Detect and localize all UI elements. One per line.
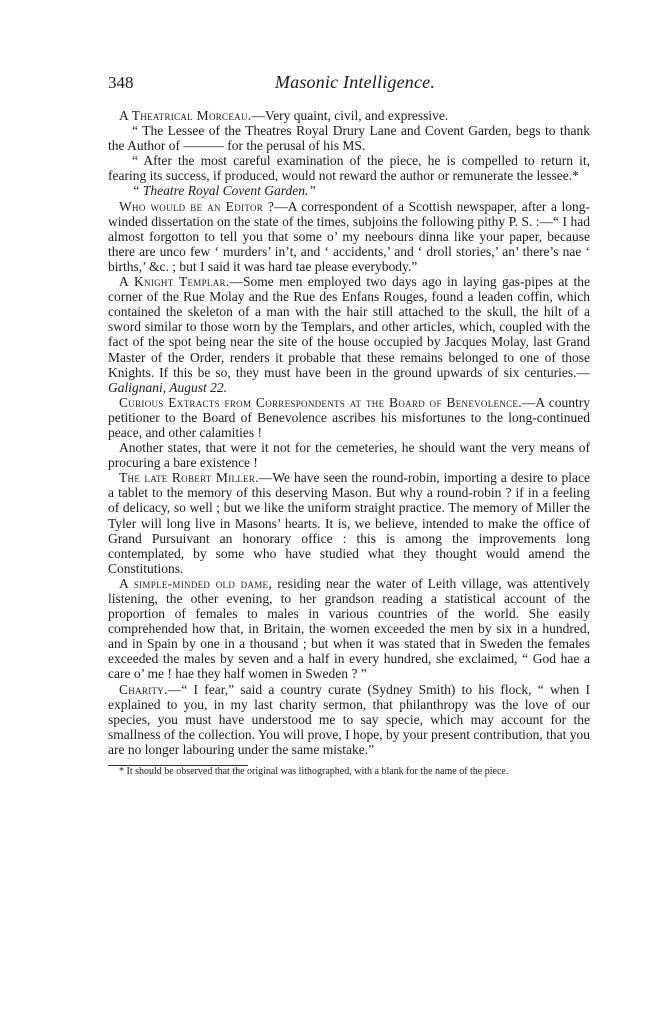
article-text: —Some men employed two days ago in laying gas-pipes at the corner of the Rue Molay and the Rue des Enfans Rouges, found a leaden coffin, which contained the skeleton of a man with the hair still attached to the skull, the hilt of a sword similar to those worn by the Templars, and other articles, which, coupled with the fact of the spot being near the site of the house occupied by Jacques Molay, last Grand Master of the Order, renders it probable that these remains belonged to one of those Knights. If this be so, they must have been in the ground upwards of six centuries.—	[108, 274, 590, 380]
article-text: —A correspondent of a Scottish newspaper, after a long-winded dissertation on the state of the times, subjoins the following pithy P. S. :—“ I had almost forgotton to tell you that some o’ my neebours dinna like your paper, because there are unco few ‘ murders’ in’t, and ‘ accidents,’ and ‘ droll stories,’ an’ there’s nae ‘ births,’ &c. ; but I said it was hard tae please everybody.”	[108, 198, 590, 274]
article-text: —We have seen the round-robin, importing a desire to place a tablet to the memory of this deserving Mason. But why a round-robin ? if in a feeling of delicacy, so well ; but we like the uniform straight practice. The memory of Miller the Tyler will long live in Masons’ hearts. It is, we believe, intended to make the office of Grand Pursuivant an honorary office : this is among the improvements long contemplated, by some who have studied what they thought would amend the Constitutions.	[108, 470, 590, 576]
article-text: —A country petitioner to the Board of Benevolence ascribes his misfortunes to the long-continued peace, and other calamities !	[108, 394, 590, 440]
article-lead: A simple-minded old dame,	[119, 575, 273, 591]
article-knight-templar	[108, 274, 590, 395]
article-editor	[108, 199, 590, 274]
article-text: —Very quaint, civil, and expressive.	[251, 108, 449, 123]
article-lead: Charity.	[119, 681, 168, 697]
page-header	[108, 72, 590, 102]
article-source: Galignani, August 22.	[108, 379, 228, 395]
article-curious-extracts	[108, 395, 590, 440]
article-lead: A Knight Templar.	[119, 274, 230, 290]
article-text: —“ I fear,” said a country curate (Sydney Smith) to his flock, “ when I explained to you, in my last charity sermon, that philanthropy was the love of our species, you must have understood me to say specie, which may account for the smallness of the collection. You will prove, I hope, by your present contribution, that you are no longer labouring under the same mistake.”	[108, 681, 590, 757]
article-lead: Curious Extracts from Correspondents at the Board of Benevolence.	[119, 394, 522, 410]
quote-paragraph: “ The Lessee of the Theatres Royal Drury Lane and Covent Garden, begs to thank the Author of ——— for the perusal of his MS.	[108, 123, 590, 154]
quote-signature: “ Theatre Royal Covent Garden.”	[132, 183, 316, 199]
article-lead: Who would be an Editor ?	[119, 198, 275, 214]
article-charity	[108, 682, 590, 757]
article-paragraph: Another states, that were it not for the cemeteries, he should want the very means of procuring a bare existence !	[108, 440, 590, 471]
article-lead: The late Robert Miller.	[119, 470, 259, 486]
article-theatrical-morceau	[108, 108, 590, 123]
article-robert-miller	[108, 470, 590, 576]
footnote: * It should be observed that the original was lithographed, with a blank for the name of the piece.	[119, 766, 509, 778]
running-title: Masonic Intelligence.	[274, 72, 436, 92]
page-number: 348	[108, 73, 134, 92]
article-old-dame	[108, 576, 590, 682]
article-body	[108, 108, 590, 778]
article-lead: A Theatrical Morceau.	[119, 108, 252, 123]
quote-paragraph: “ After the most careful examination of the piece, he is compelled to return it, fearing its success, if produced, would not reward the author or remunerate the lessee.*	[108, 153, 590, 184]
article-text: residing near the water of Leith village, was attentively listening, the other evening, to her grandson reading a statistical account of the proportion of females to males in various countries of the world. She easily comprehended how that, in Britain, the women exceeded the men by six in a hundred, and in Spain by one in a thousand ; but when it was stated that in Sweden the females exceeded the males by seven and a half in every hundred, she exclaimed, “ God hae a care o’ me ! hae they half women in Sweden ? ”	[108, 575, 591, 682]
